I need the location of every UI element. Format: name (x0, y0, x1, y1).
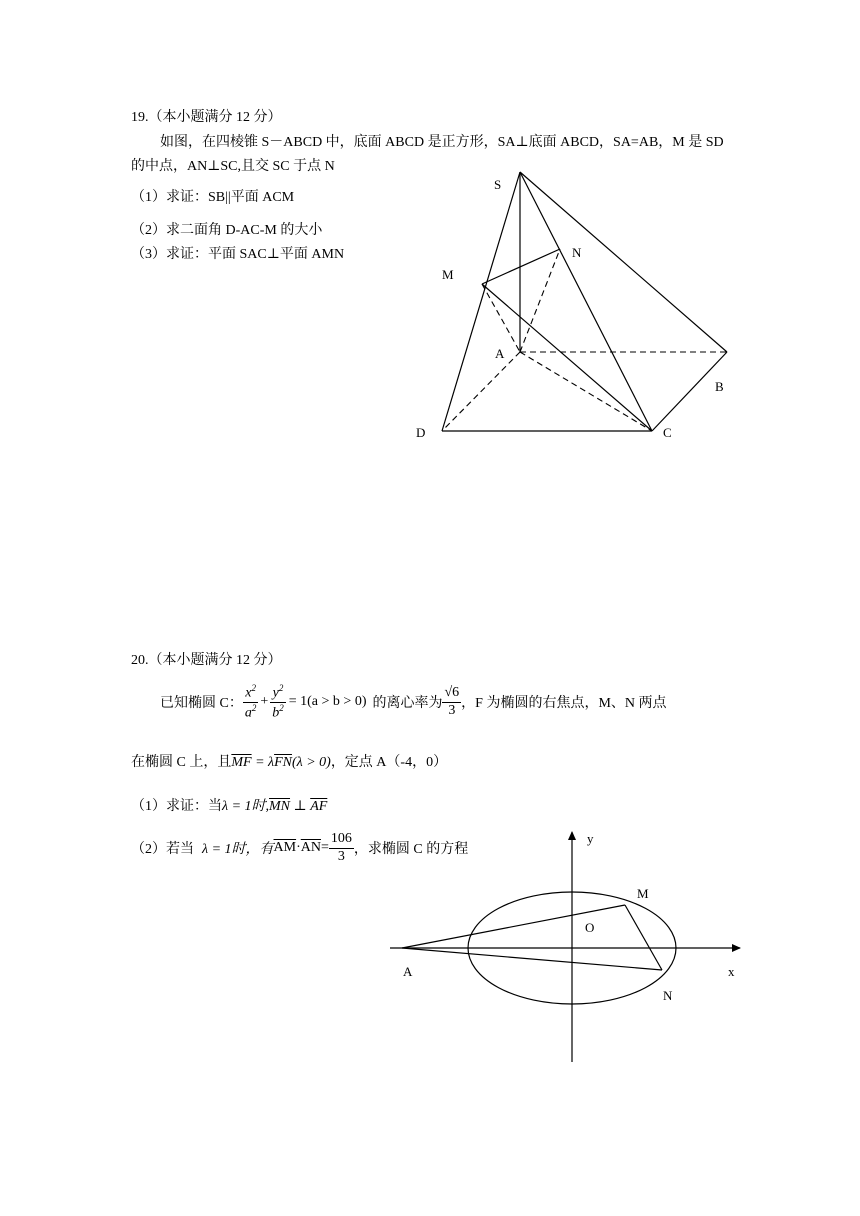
label-D: D (416, 425, 426, 440)
x2-over-a2: $\frac{x^2}{a^2}$ (244, 682, 257, 721)
ellipse-eq-rhs: = 1(a > b > 0) (288, 694, 367, 709)
label-A: A (495, 346, 505, 361)
label-N: N (663, 988, 673, 1003)
q20-header: 20.（本小题满分 12 分） (131, 653, 282, 668)
label-M: M (637, 886, 649, 901)
label-x: x (728, 964, 735, 979)
q19-part2: （2）求二面角 D-AC-M 的大小 (131, 223, 323, 238)
label-y: y (587, 831, 594, 846)
vec-AF: $\overline{AF}$ (310, 799, 328, 814)
q20-line2: 在椭圆 C 上，且$\overline{MF} = \lambda\overline{FN}(\lambda > 0)$，定点 A（-4，0） (131, 755, 448, 770)
q19-header: 19.（本小题满分 12 分） (131, 110, 282, 125)
q20-intro: 已知椭圆 C： $\frac{x^2}{a^2}$ + $\frac{y^2}{b^2}$ = 1(a > b > 0) 的离心率为 $\frac{√6}{3}$ ，F 为椭圆的右焦点，M、N 两点 (160, 682, 667, 721)
label-C: C (663, 425, 672, 440)
eccentricity-frac: $\frac{√6}{3}$ (444, 685, 460, 718)
q19-part1: （1）求证：SB||平面 ACM (131, 190, 295, 205)
label-S: S (494, 177, 502, 192)
vec-AN: $\overline{AN}$ (300, 840, 321, 855)
seg-AN (402, 948, 662, 970)
label-N: N (572, 245, 582, 260)
q20-intro-prefix: 已知椭圆 C： (160, 696, 243, 711)
vec-AM: $\overline{AM}$ (273, 840, 297, 855)
q19-part3: （3）求证：平面 SAC⊥平面 AMN (131, 247, 345, 262)
q19-statement-line1: 如图，在四棱锥 S－ABCD 中，底面 ABCD 是正方形，SA⊥底面 ABCD，SA=AB，M 是 SD (160, 135, 724, 150)
y2-over-b2: $\frac{y^2}{b^2}$ (272, 682, 284, 721)
eccentricity-text: 的离心率为 (372, 696, 443, 711)
label-B: B (715, 379, 724, 394)
vec-MF: $\overline{MF}$ (231, 755, 252, 770)
vec-FN: $\overline{FN}$ (274, 755, 292, 770)
q20-intro-suffix: ，F 为椭圆的右焦点，M、N 两点 (461, 696, 667, 711)
label-O: O (585, 920, 595, 935)
label-A: A (403, 964, 413, 979)
q20-part2: （2）若当 λ = 1时，有 $\overline{AM}$ · $\overline{AN}$ = $\frac{106}{3}$ ，求椭圆 C 的方程 (131, 831, 469, 864)
label-M: M (442, 267, 454, 282)
q19-statement-line2: 的中点，AN⊥SC,且交 SC 于点 N (131, 159, 335, 174)
vec-MN: $\overline{MN}$ (269, 799, 291, 814)
frac-106-3: $\frac{106}{3}$ (330, 831, 352, 864)
q20-part1: （1）求证：当λ = 1时$,\overline{MN}$ ⊥ $\overline{AF}$ (131, 799, 328, 814)
